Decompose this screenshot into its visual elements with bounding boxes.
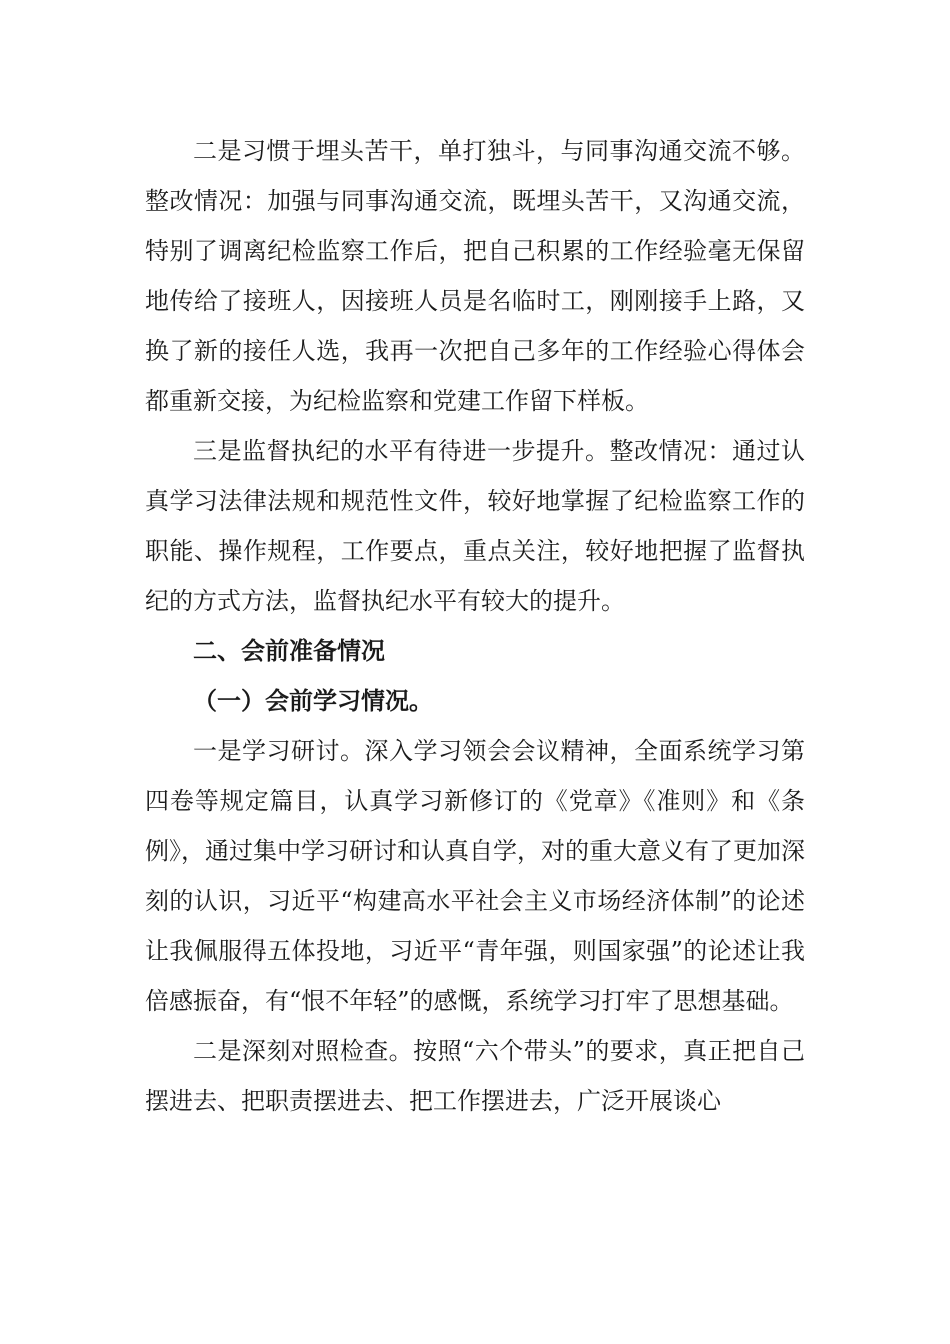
section-heading-meeting-preparation: 二、会前准备情况	[193, 637, 385, 665]
subsection-heading-pre-meeting-study: （一）会前学习情况。	[193, 687, 433, 715]
paragraph-communication-rectification: 二是习惯于埋头苦干，单打独斗，与同事沟通交流不够。整改情况：加强与同事沟通交流，既埋头苦干，又沟通交流，特别了调离纪检监察工作后，把自己积累的工作经验毫无保留地传给了接班人，因接班人员是名临时工，刚刚接手上路，又换了新的接任人选，我再一次把自己多年的工作经验心得体会都重新交接，为纪检监察和党建工作留下样板。	[145, 137, 805, 415]
paragraph-study-discussion: 一是学习研讨。深入学习领会会议精神，全面系统学习第四卷等规定篇目，认真学习新修订的《党章》《准则》和《条例》，通过集中学习研讨和认真自学，对的重大意义有了更加深刻的认识，习近平“构建高水平社会主义市场经济体制”的论述让我佩服得五体投地，习近平“青年强，则国家强”的论述让我倍感振奋，有“恨不年轻”的感慨，系统学习打牢了思想基础。	[145, 737, 805, 1015]
paragraph-self-examination: 二是深刻对照检查。按照“六个带头”的要求，真正把自己摆进去、把职责摆进去、把工作摆进去，广泛开展谈心	[145, 1037, 805, 1115]
document-body	[145, 126, 805, 1126]
paragraph-supervision-rectification: 三是监督执纪的水平有待进一步提升。整改情况：通过认真学习法律法规和规范性文件，较好地掌握了纪检监察工作的职能、操作规程，工作要点，重点关注，较好地把握了监督执纪的方式方法，监督执纪水平有较大的提升。	[145, 437, 805, 615]
